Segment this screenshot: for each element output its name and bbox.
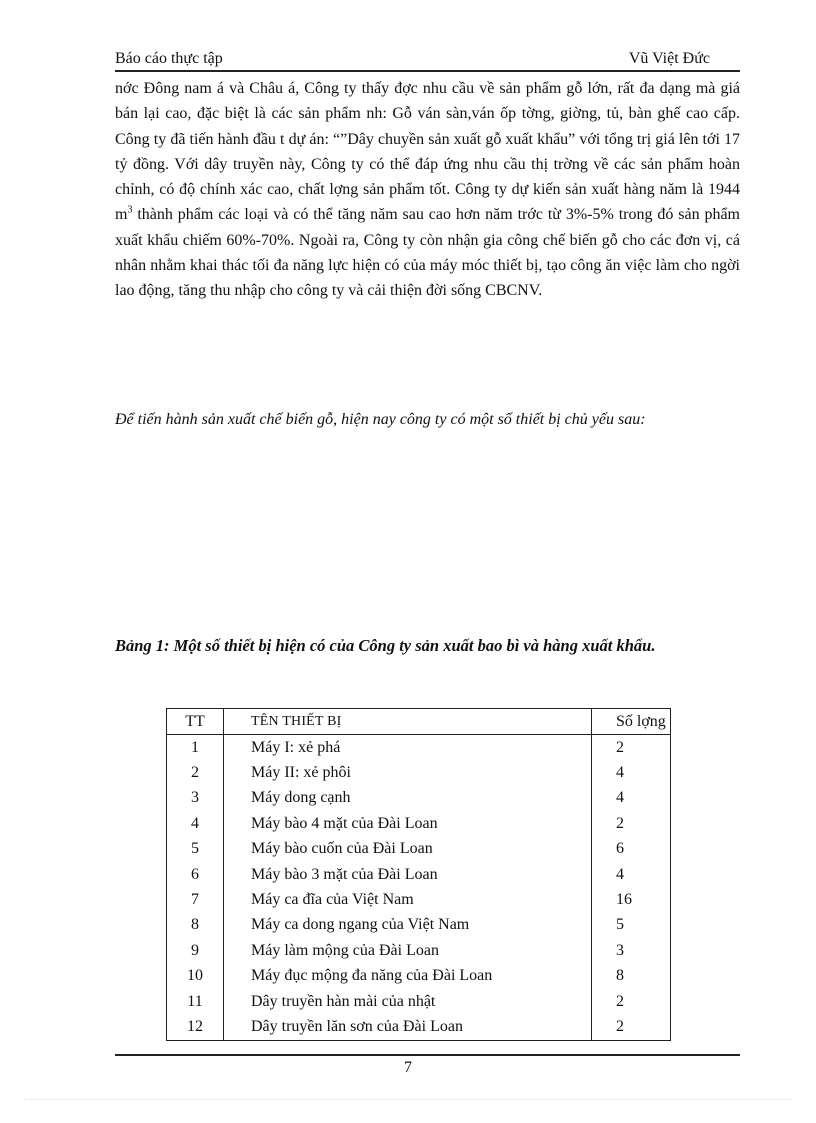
cell-tt: 9	[167, 938, 224, 963]
cell-tt: 4	[167, 811, 224, 836]
cell-tt: 12	[167, 1014, 224, 1040]
cell-tt: 10	[167, 964, 224, 989]
cell-name: Máy làm mộng của Đài Loan	[224, 938, 592, 963]
cell-tt: 3	[167, 786, 224, 811]
cell-qty: 4	[592, 862, 671, 887]
table-caption: Bảng 1: Một số thiết bị hiện có của Công ty sản xuất bao bì và hàng xuất khẩu.	[115, 636, 656, 655]
header-quantity: Số lợng	[592, 709, 671, 735]
table-row	[167, 938, 671, 963]
cell-name: Máy II: xẻ phôi	[224, 760, 592, 785]
intro-italic-paragraph: Để tiến hành sản xuất chế biến gỗ, hiện nay công ty có một số thiết bị chủ yếu sau:	[115, 411, 646, 428]
table-row	[167, 1014, 671, 1040]
table-row	[167, 964, 671, 989]
cell-qty: 2	[592, 989, 671, 1014]
table-row	[167, 887, 671, 912]
table-row	[167, 786, 671, 811]
equipment-table	[166, 708, 671, 1041]
table-row	[167, 862, 671, 887]
cell-name: Dây truyền hàn mài của nhật	[224, 989, 592, 1014]
cell-qty: 2	[592, 811, 671, 836]
superscript-cubic: 3	[127, 205, 133, 217]
cell-qty: 6	[592, 837, 671, 862]
cell-name: Máy I: xẻ phá	[224, 735, 592, 761]
cell-qty: 2	[592, 735, 671, 761]
paragraph-text-part-2: thành phẩm các loại và có thể tăng năm sau cao hơn năm trớc từ 3%-5% trong đó sản phẩm xuất khẩu chiếm 60%-70%. Ngoài ra, Công ty còn nhận gia công chế biến gỗ cho các đơn vị, cá nhân nhằm khai thác tối đa năng lực hiện có của máy móc thiết bị, tạo công ăn việc làm cho ngời lao động, tăng thu nhập cho công ty và cải thiện đời sống CBCNV.	[115, 206, 740, 300]
cell-qty: 16	[592, 887, 671, 912]
cell-name: Máy ca dong ngang của Việt Nam	[224, 913, 592, 938]
cell-name: Máy bào 3 mặt của Đài Loan	[224, 862, 592, 887]
page-number: 7	[404, 1059, 412, 1076]
cell-name: Máy đục mộng đa năng của Đài Loan	[224, 964, 592, 989]
footer-divider	[115, 1054, 740, 1056]
cell-name: Máy bào 4 mặt của Đài Loan	[224, 811, 592, 836]
table-row	[167, 989, 671, 1014]
header-title: Báo cáo thực tập	[115, 50, 223, 67]
table-row	[167, 735, 671, 761]
paragraph-text-part-1: nớc Đông nam á và Châu á, Công ty thấy đợc nhu cầu về sản phẩm gỗ lớn, rất đa dạng mà giá bán lại cao, đặc biệt là các sản phẩm nh: Gỗ ván sàn,ván ốp tờng, giờng, tủ, bàn ghế cao cấp. Công ty đã tiến hành đầu t dự án: “”Dây chuyền sản xuất gỗ xuất khẩu” với tổng trị giá lên tới 17 tỷ đồng. Với dây truyền này, Công ty có thể đáp ứng nhu cầu thị trờng về các sản phẩm hoàn chỉnh, có độ chính xác cao, chất lợng sản phẩm tốt. Công ty dự kiến sản xuất hàng năm là 1944 m	[115, 80, 740, 224]
cell-qty: 3	[592, 938, 671, 963]
cell-name: Dây truyền lăn sơn của Đài Loan	[224, 1014, 592, 1040]
cell-tt: 7	[167, 887, 224, 912]
cell-tt: 8	[167, 913, 224, 938]
page-edge-dotted-line	[24, 1099, 792, 1100]
table-row	[167, 837, 671, 862]
cell-qty: 4	[592, 760, 671, 785]
cell-tt: 6	[167, 862, 224, 887]
table-row	[167, 760, 671, 785]
header-tt: TT	[167, 709, 224, 735]
cell-qty: 4	[592, 786, 671, 811]
table-row	[167, 913, 671, 938]
body-paragraph	[115, 76, 740, 304]
cell-tt: 1	[167, 735, 224, 761]
cell-name: Máy bào cuốn của Đài Loan	[224, 837, 592, 862]
cell-tt: 2	[167, 760, 224, 785]
cell-qty: 2	[592, 1014, 671, 1040]
cell-name: Máy dong cạnh	[224, 786, 592, 811]
header-equipment-name: TÊN THIẾT BỊ	[224, 709, 592, 735]
page-header	[115, 49, 740, 72]
cell-qty: 8	[592, 964, 671, 989]
cell-tt: 5	[167, 837, 224, 862]
table-row	[167, 811, 671, 836]
cell-qty: 5	[592, 913, 671, 938]
table-header-row	[167, 709, 671, 735]
cell-name: Máy ca đĩa của Việt Nam	[224, 887, 592, 912]
header-author: Vũ Việt Đức	[628, 50, 710, 67]
cell-tt: 11	[167, 989, 224, 1014]
